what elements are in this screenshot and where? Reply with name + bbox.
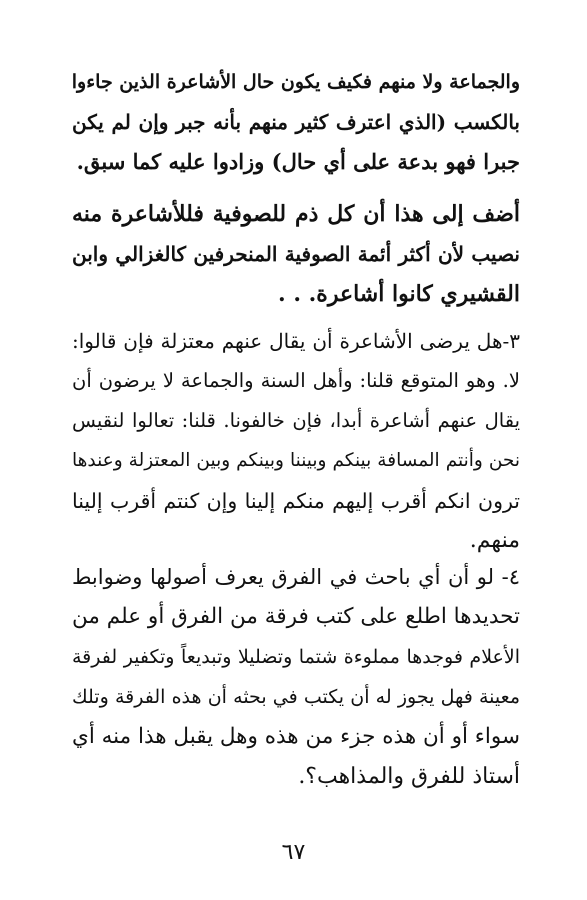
text-line: نحن وأنتم المسافة بينكم وبيننا وبينكم وبين المعتزلة وعندها <box>72 450 520 471</box>
text-line: أستاذ للفرق والمذاهب؟. <box>298 764 520 789</box>
text-line: جبرا فهو بدعة على أي حال) وزادوا عليه كما سبق. <box>76 149 520 174</box>
paragraph-point-4 <box>72 557 520 797</box>
text-line: ٤- لو أن أي باحث في الفرق يعرف أصولها وضوابط <box>72 565 520 589</box>
text-line: القشيري كانوا أشاعرة. . . <box>278 281 520 307</box>
paragraph-sufism <box>72 194 520 314</box>
text-line: ترون انكم أقرب إليهم منكم إلينا وإن كنتم أقرب إلينا <box>72 489 520 513</box>
text-line: الأعلام فوجدها مملوءة شتما وتضليلا وتبديعاً وتكفير لفرقة <box>72 646 520 668</box>
text-line: منهم. <box>469 528 520 553</box>
text-line: نصيب لأن أكثر أئمة الصوفية المنحرفين كالغزالي وابن <box>72 242 520 266</box>
text-line: أضف إلى هذا أن كل ذم للصوفية فللأشاعرة منه <box>72 201 520 227</box>
text-line: والجماعة ولا منهم فكيف يكون حال الأشاعرة الذين جاءوا <box>71 71 520 93</box>
text-line: ٣-هل يرضى الأشاعرة أن يقال عنهم معتزلة فإن قالوا: <box>72 329 520 353</box>
text-line: تحديدها اطلع على كتب فرقة من الفرق أو علم من <box>72 604 520 629</box>
paragraph-kasb <box>72 62 520 182</box>
text-line: لا. وهو المتوقع قلنا: وأهل السنة والجماعة لا يرضون أن <box>72 369 520 392</box>
paragraph-point-3 <box>72 321 520 561</box>
text-line: سواء أو أن هذه جزء من هذه وهل يقبل هذا منه أي <box>72 724 520 749</box>
text-line: بالكسب (الذي اعترف كثير منهم بأنه جبر وإن لم يكن <box>72 110 520 134</box>
text-line: معينة فهل يجوز له أن يكتب في بحثه أن هذه الفرقة وتلك <box>72 686 520 708</box>
text-line: يقال عنهم أشاعرة أبدا، فإن خالفونا. قلنا: تعالوا لنقيس <box>72 409 520 432</box>
page-number: ٦٧ <box>281 840 306 865</box>
